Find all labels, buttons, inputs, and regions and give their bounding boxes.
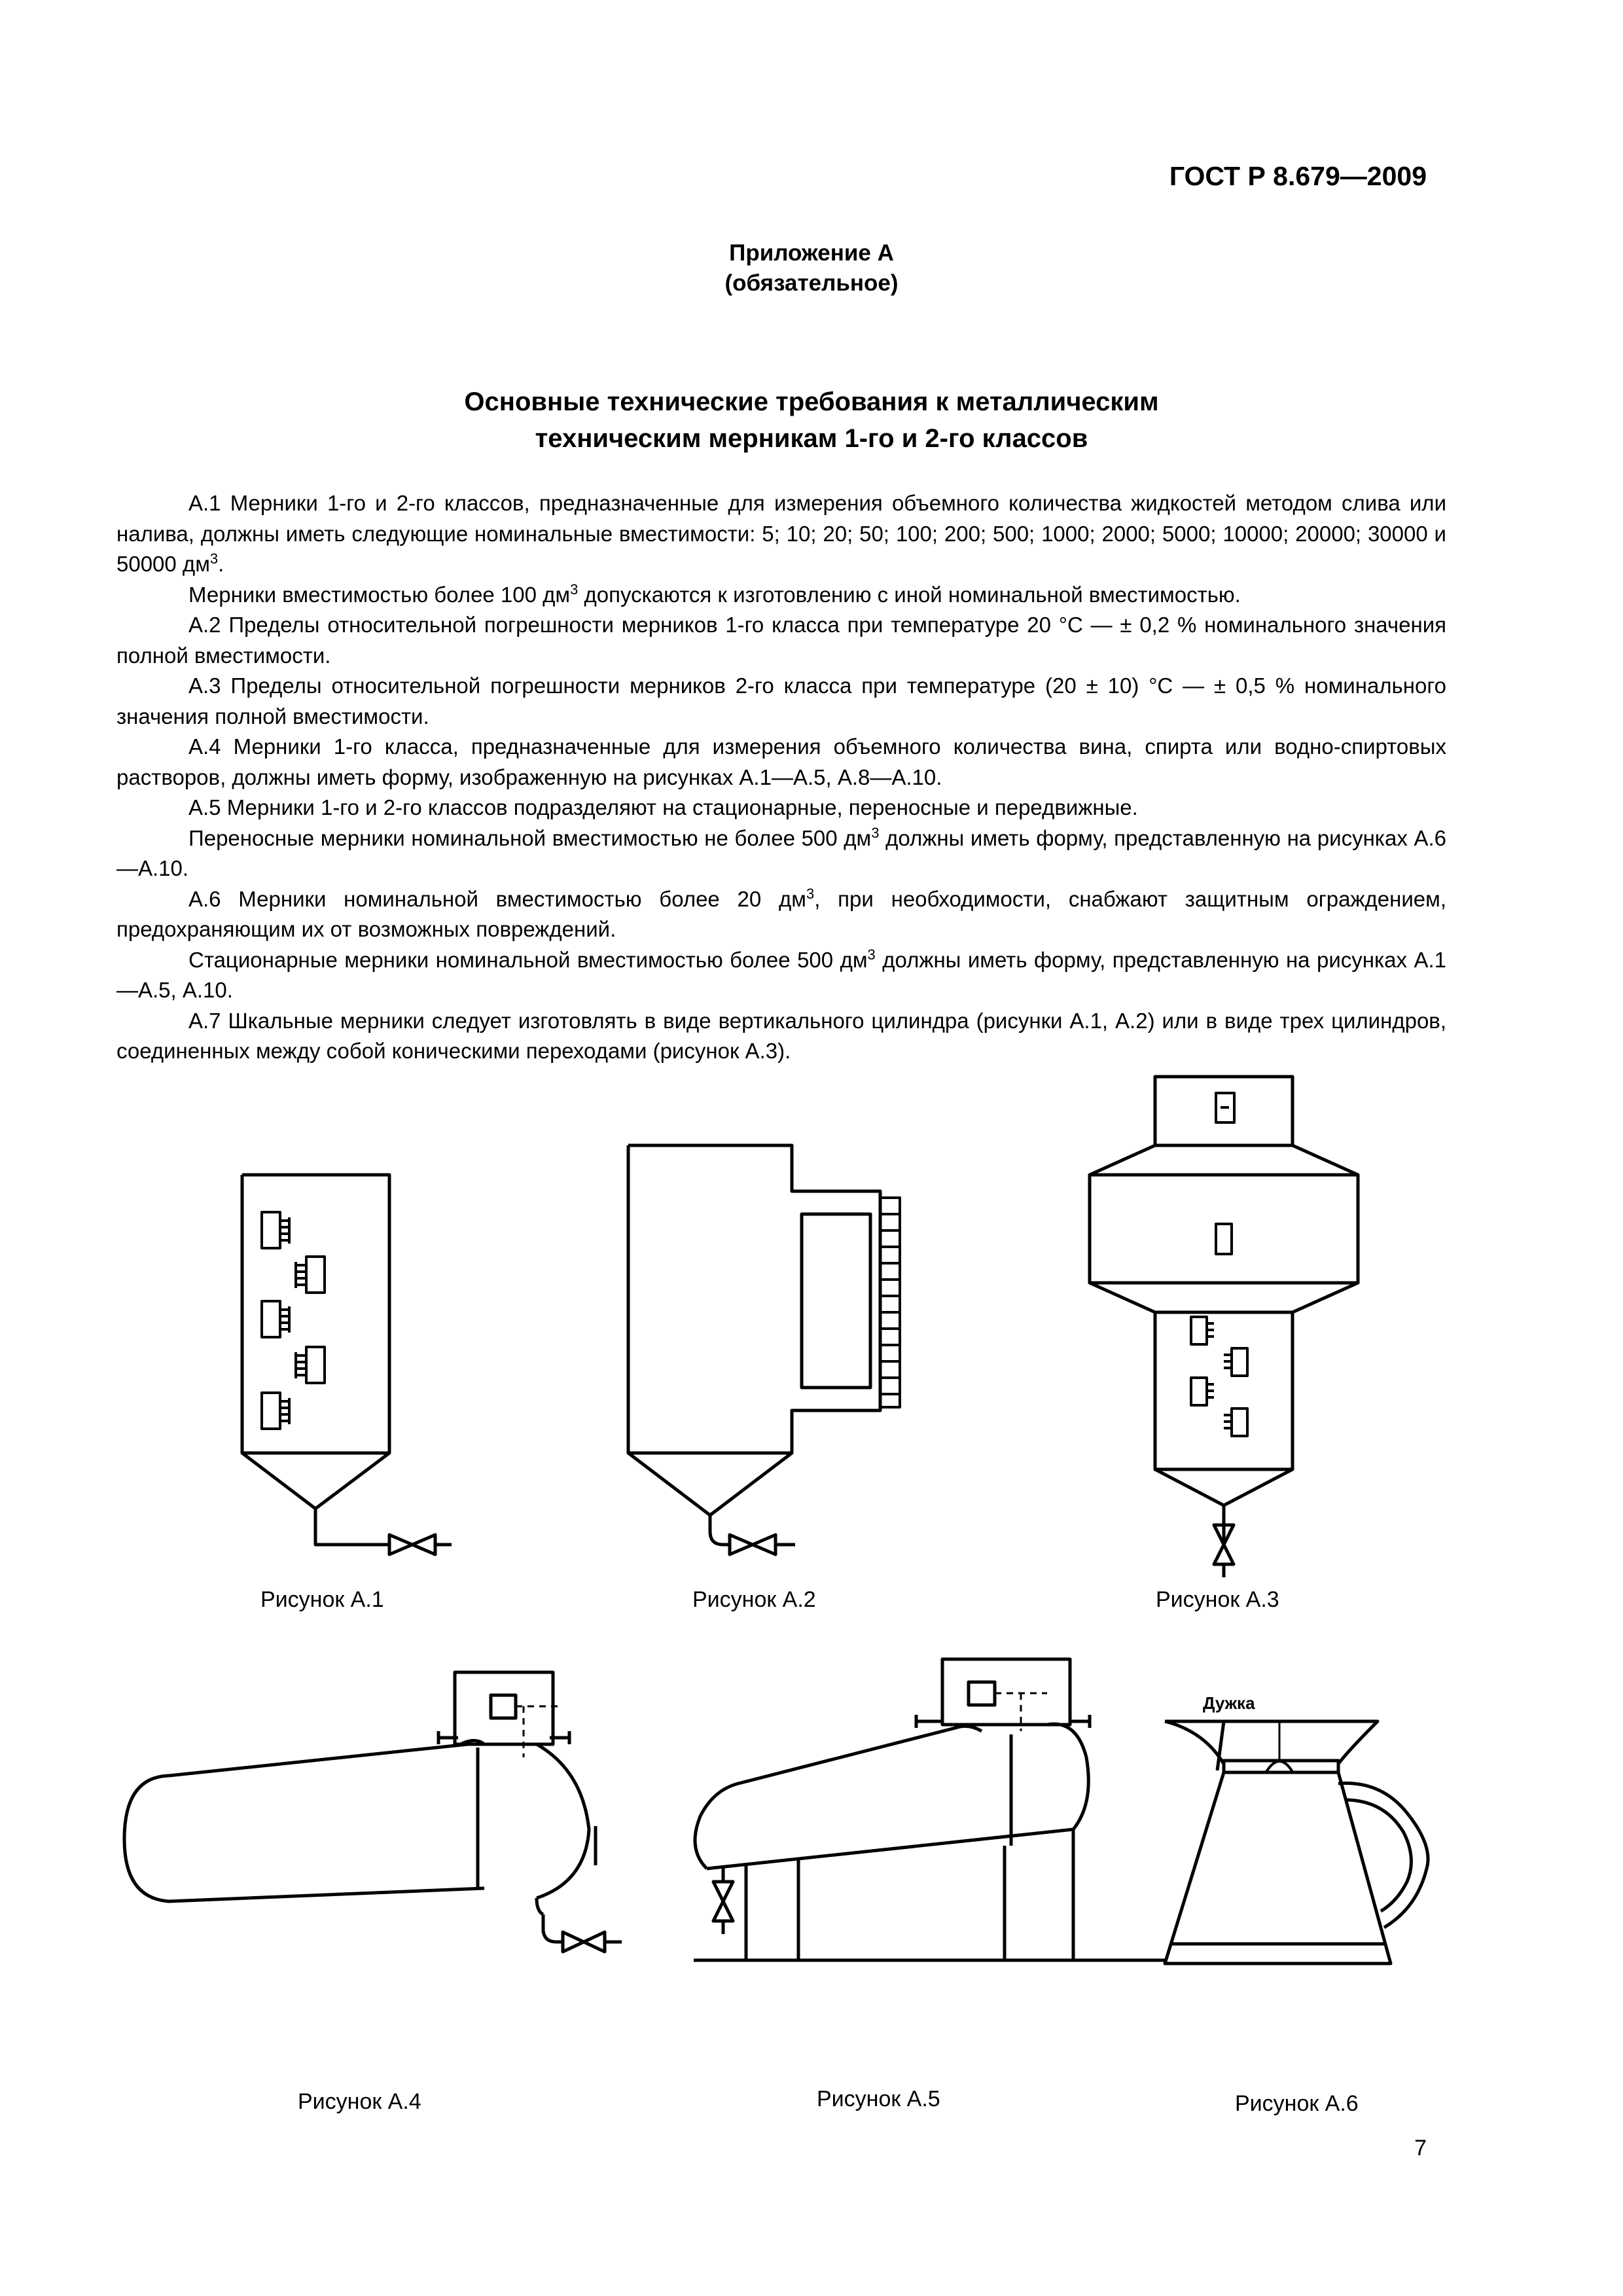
figure-a4-caption: Рисунок А.4 — [298, 2089, 421, 2114]
page-number: 7 — [1414, 2136, 1427, 2161]
figure-a6-caption: Рисунок А.6 — [1235, 2091, 1359, 2116]
section-title-line-2: техническим мерникам 1-го и 2-го классов — [535, 424, 1088, 453]
figure-a2-caption: Рисунок А.2 — [692, 1587, 816, 1612]
paragraph: Мерники вместимостью более 100 $дм^3$ допускаются к изготовлению с иной номинальной вместимостью. — [188, 581, 1241, 607]
figure-a6-drawing — [1158, 1712, 1446, 1973]
figure-a1-drawing — [236, 1172, 432, 1558]
figure-a3-drawing — [1080, 1073, 1302, 1538]
paragraph: А.5 Мерники 1-го и 2-го классов подразделяют на стационарные, переносные и передвижные. — [188, 795, 1138, 819]
figure-a4-drawing — [111, 1672, 622, 1921]
appendix-status: (обязательное) — [724, 270, 899, 296]
section-title — [0, 384, 1623, 457]
document-code: ГОСТ Р 8.679—2009 — [1169, 161, 1427, 191]
paragraph: Переносные мерники номинальной вместимостью не более 500 $дм^3$ должны иметь форму, представленную на рисунках А.6—А.10. — [116, 824, 1446, 880]
paragraph: А.4 Мерники 1-го класса, предназначенные для измерения объемного количества вина, спирта или водно-спиртовых растворов, должны иметь форму, изображенную на рисунках А.1—А.5, А.8—А.10. — [116, 734, 1446, 789]
figure-a5-caption: Рисунок А.5 — [817, 2087, 940, 2111]
paragraph: А.1 Мерники 1-го и 2-го классов, предназначенные для измерения объемного количества жидкостей методом слива или налива, должны иметь следующие номинальные вместимости: 5; 10; 20; 50; 100; 200; 500; 1000; 2000; 5000; 10000; 20000; 30000 и 50000 $дм^3$. — [116, 491, 1446, 576]
section-title-line-1: Основные технические требования к металлическим — [464, 387, 1159, 416]
figure-a5-drawing — [681, 1659, 1152, 1934]
paragraph: А.6 Мерники номинальной вместимостью более 20 $дм^3$, при необходимости, снабжают защитным ограждением, предохраняющим их от возможных повреждений. — [116, 885, 1446, 941]
figure-a2-drawing — [622, 1139, 897, 1558]
figure-a3-caption: Рисунок А.3 — [1156, 1587, 1279, 1612]
paragraph: А.3 Пределы относительной погрешности мерников 2-го класса при температуре (20 ± 10) °С — ± 0,5 % номинального значения полной вместимости. — [116, 673, 1446, 728]
appendix-heading — [0, 238, 1623, 298]
figure-a6-label-handle: Дужка — [1203, 1693, 1255, 1713]
paragraph: А.7 Шкальные мерники следует изготовлять в виде вертикального цилиндра (рисунки А.1, А.2) или в виде трех цилиндров, соединенных между собой коническими переходами (рисунок А.3). — [116, 1008, 1446, 1063]
appendix-title: Приложение А — [729, 240, 894, 266]
paragraph: А.2 Пределы относительной погрешности мерников 1-го класса при температуре 20 °С — ± 0,2 % номинального значения полной вместимости. — [116, 613, 1446, 668]
body-text — [116, 488, 1446, 1067]
figure-a1-caption: Рисунок А.1 — [260, 1587, 384, 1612]
paragraph: Стационарные мерники номинальной вместимостью более 500 $дм^3$ должны иметь форму, представленную на рисунках А.1—А.5, А.10. — [116, 946, 1446, 1002]
